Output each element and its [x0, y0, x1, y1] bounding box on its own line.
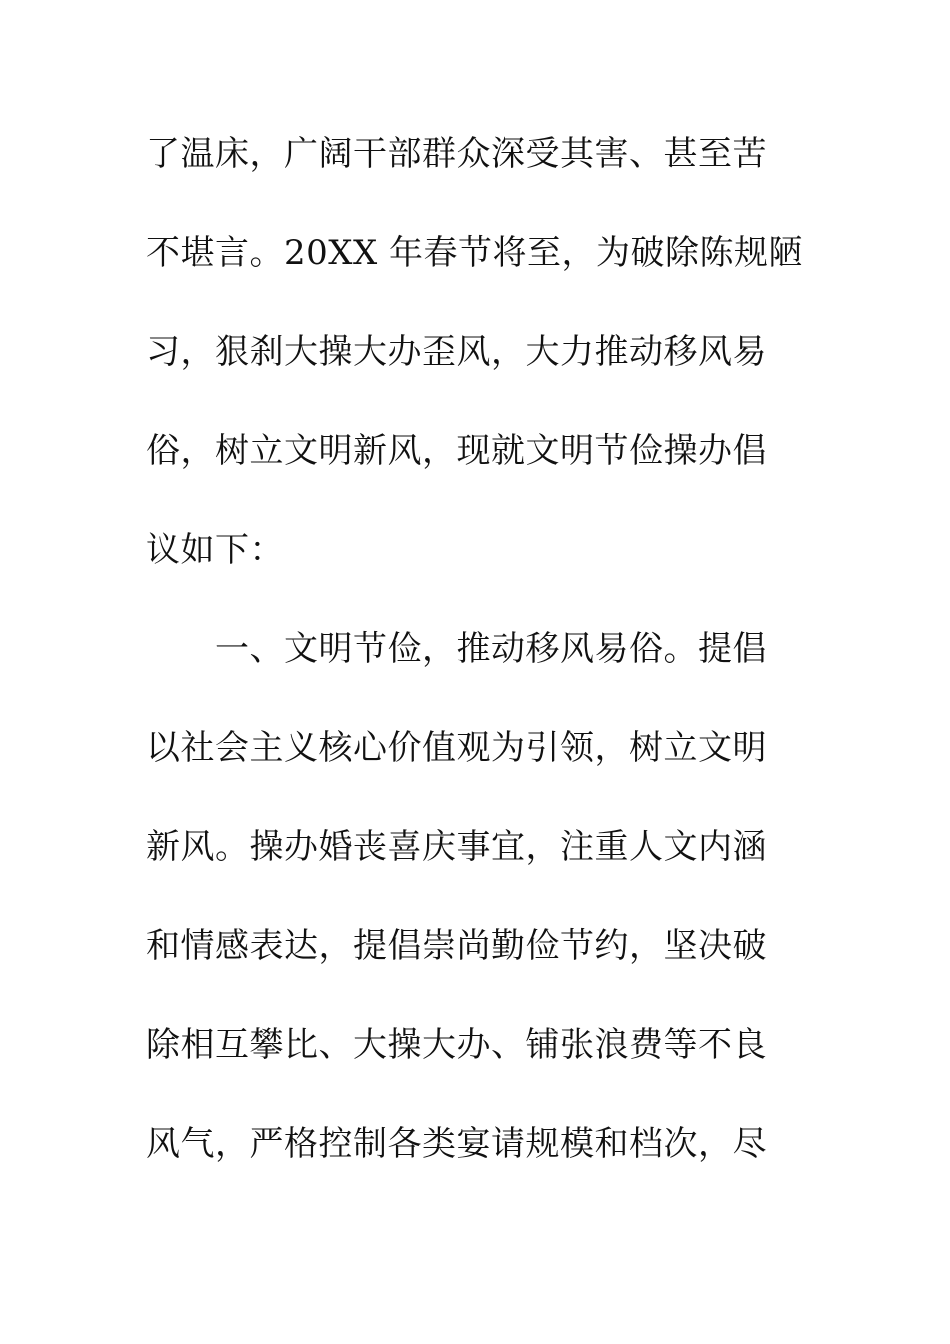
text-line: 风气，严格控制各类宴请规模和档次，尽: [146, 1124, 767, 1164]
text-line: 和情感表达，提倡崇尚勤俭节约，坚决破: [146, 926, 767, 966]
text-line: 议如下：: [146, 530, 284, 570]
body-text: [146, 124, 806, 1213]
text-line: 不堪言。20XX 年春节将至，为破除陈规陋: [146, 233, 803, 273]
text-line: 除相互攀比、大操大办、铺张浪费等不良: [146, 1025, 767, 1065]
text-line: 习，狠刹大操大办歪风，大力推动移风易: [146, 332, 767, 372]
text-line: 以社会主义核心价值观为引领，树立文明: [146, 728, 767, 768]
text-line: 俗，树立文明新风，现就文明节俭操办倡: [146, 431, 767, 471]
text-line: 新风。操办婚丧喜庆事宜，注重人文内涵: [146, 827, 767, 867]
text-line: 了温床，广阔干部群众深受其害、甚至苦: [146, 134, 767, 174]
section-heading-line: 一、文明节俭，推动移风易俗。提倡: [215, 629, 767, 669]
